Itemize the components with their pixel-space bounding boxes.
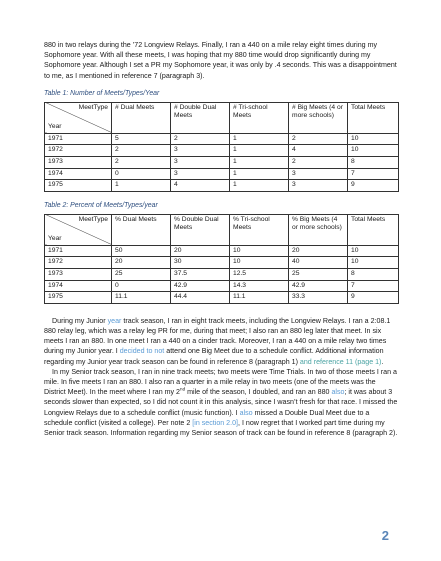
table-cell: 8 [348, 268, 399, 280]
corner-top-label: MeetType [78, 103, 108, 111]
superscript: nd [180, 386, 186, 392]
table-cell: 1972 [45, 257, 112, 269]
table-row [45, 292, 399, 304]
column-header: % Tri-school Meets [230, 214, 289, 245]
table-cell: 1971 [45, 133, 112, 145]
table-cell: 3 [289, 168, 348, 180]
table-cell: 40 [289, 257, 348, 269]
text-span: missed a Double Dual Meet due to a schedule conflict (visited a college). Per note 2 [44, 408, 370, 427]
table-row [45, 133, 399, 145]
table-cell: 11.1 [230, 292, 289, 304]
document-page [44, 40, 399, 438]
column-header: # Double Dual Meets [171, 102, 230, 133]
table-cell: 1972 [45, 145, 112, 157]
table-cell: 10 [348, 133, 399, 145]
corner-cell [45, 102, 112, 133]
highlighted-text: year [107, 316, 122, 325]
corner-top-label: MeetType [78, 215, 108, 223]
table2-caption: Table 2: Percent of Meets/Types/year [44, 201, 158, 209]
text-span: During my Junior [52, 316, 108, 325]
table-row [45, 268, 399, 280]
table-cell: 5 [112, 133, 171, 145]
column-header: % Dual Meets [112, 214, 171, 245]
table-cell: 20 [112, 257, 171, 269]
text-span: ; it was about 3 seconds slower than expected, so I did not count it in this analysis, since I wasn’t fresh for that race. I missed the Longview Relays due to a schedule conflict (music function). I [44, 388, 398, 417]
table-row [45, 168, 399, 180]
table-cell: 37.5 [171, 268, 230, 280]
text-span: attend one Big Meet due to a schedule conflict. Additional information regarding my Junior year track season can be found in reference 8 (paragraph 1) [44, 347, 384, 366]
table-cell: 1 [230, 168, 289, 180]
table-cell: 2 [289, 157, 348, 169]
table-cell: 1 [230, 157, 289, 169]
table-cell: 0 [112, 280, 171, 292]
column-header: # Big Meets (4 or more schools) [289, 102, 348, 133]
table-cell: 10 [348, 245, 399, 257]
table-cell: 20 [171, 245, 230, 257]
table-cell: 12.5 [230, 268, 289, 280]
table-cell: 3 [171, 157, 230, 169]
table-row [45, 245, 399, 257]
table-row [45, 180, 399, 192]
meets-count-table [44, 102, 399, 192]
junior-season-paragraph [44, 316, 399, 367]
table-cell: 1 [230, 180, 289, 192]
highlighted-text: also [331, 388, 345, 397]
table-cell: 10 [230, 245, 289, 257]
column-header: # Dual Meets [112, 102, 171, 133]
column-header: Total Meets [348, 102, 399, 133]
table-row [45, 157, 399, 169]
text-span: . [381, 357, 384, 366]
table1-caption: Table 1: Number of Meets/Types/Year [44, 89, 160, 97]
table-header-row [45, 102, 399, 133]
intro-paragraph: 880 in two relays during the ’72 Longview Relays. Finally, I ran a 440 on a mile relay eight times during my Sophomore year. With all these meets, I was hoping that my 880 time would drop significantly during my Sophomore year. Although I set a PR my Sophomore year, it was only by .4 seconds. This was a disappointment to me, as I mentioned in reference 7 (paragraph 3). [44, 41, 397, 80]
text-span: mile of the season, I doubled, and ran an 880 [185, 388, 332, 397]
table-cell: 10 [230, 257, 289, 269]
table-cell: 3 [171, 168, 230, 180]
table-cell: 7 [348, 280, 399, 292]
table-cell: 33.3 [289, 292, 348, 304]
table-cell: 2 [112, 157, 171, 169]
table-cell: 2 [112, 145, 171, 157]
table-cell: 1 [230, 145, 289, 157]
highlighted-text: [in section 2.0] [192, 418, 239, 427]
highlighted-text: also [239, 408, 253, 417]
table-cell: 1 [230, 133, 289, 145]
table-cell: 3 [289, 180, 348, 192]
table-cell: 4 [171, 180, 230, 192]
table-cell: 10 [348, 145, 399, 157]
column-header: % Big Meets (4 or more schools) [289, 214, 348, 245]
corner-bottom-label: Year [48, 123, 62, 131]
table-cell: 1971 [45, 245, 112, 257]
table-cell: 1974 [45, 280, 112, 292]
table-cell: 1974 [45, 168, 112, 180]
table-cell: 1975 [45, 292, 112, 304]
text-span: track season, I ran in eight track meets, including the Longview Relays. I ran a 2:08.1 880 relay leg, which was a relay leg PR for me, during that meet; I also ran an 880 leg later that meet. In six meets I ran an 880. In one meet I ran a 440 on a cinder track. Moreover, I ran a 440 on a mile relay two times during my Junior year. I [44, 316, 391, 356]
table-cell: 8 [348, 157, 399, 169]
table-cell: 0 [112, 168, 171, 180]
table-cell: 9 [348, 292, 399, 304]
table-cell: 9 [348, 180, 399, 192]
page-number: 2 [381, 528, 389, 543]
table-header-row [45, 214, 399, 245]
table-cell: 20 [289, 245, 348, 257]
text-span: , I now regret that I worked part time during my Senior track season. Information regarding my Senior season of track can be found in reference 8 (paragraph 2). [44, 418, 398, 437]
table-row [45, 145, 399, 157]
table-cell: 2 [171, 133, 230, 145]
highlighted-text: decided to not [119, 347, 165, 356]
text-span: In my Senior track season, I ran in nine track meets; two meets were Time Trials. In two of those meets I ran a mile. In five meets I ran an 880. I also ran a quarter in a mile relay in two meets (one of the meets was the District Meet). In the meet where I ran my 2 [44, 367, 397, 397]
table-cell: 2 [289, 133, 348, 145]
table-row [45, 257, 399, 269]
table-cell: 50 [112, 245, 171, 257]
table-cell: 25 [112, 268, 171, 280]
table-cell: 30 [171, 257, 230, 269]
corner-cell [45, 214, 112, 245]
table-cell: 10 [348, 257, 399, 269]
senior-season-paragraph [44, 367, 399, 438]
table-cell: 42.9 [289, 280, 348, 292]
column-header: % Double Dual Meets [171, 214, 230, 245]
table-cell: 1973 [45, 268, 112, 280]
meets-percent-table [44, 214, 399, 304]
table-cell: 1 [112, 180, 171, 192]
table-cell: 25 [289, 268, 348, 280]
column-header: # Tri-school Meets [230, 102, 289, 133]
table-cell: 1975 [45, 180, 112, 192]
table-cell: 14.3 [230, 280, 289, 292]
table-cell: 44.4 [171, 292, 230, 304]
corner-bottom-label: Year [48, 235, 62, 243]
highlighted-text: and reference 11 (page 1) [299, 357, 382, 366]
table-row [45, 280, 399, 292]
table-cell: 3 [171, 145, 230, 157]
table-cell: 11.1 [112, 292, 171, 304]
table-cell: 1973 [45, 157, 112, 169]
table-cell: 7 [348, 168, 399, 180]
table-cell: 4 [289, 145, 348, 157]
table-cell: 42.9 [171, 280, 230, 292]
column-header: Total Meets [348, 214, 399, 245]
